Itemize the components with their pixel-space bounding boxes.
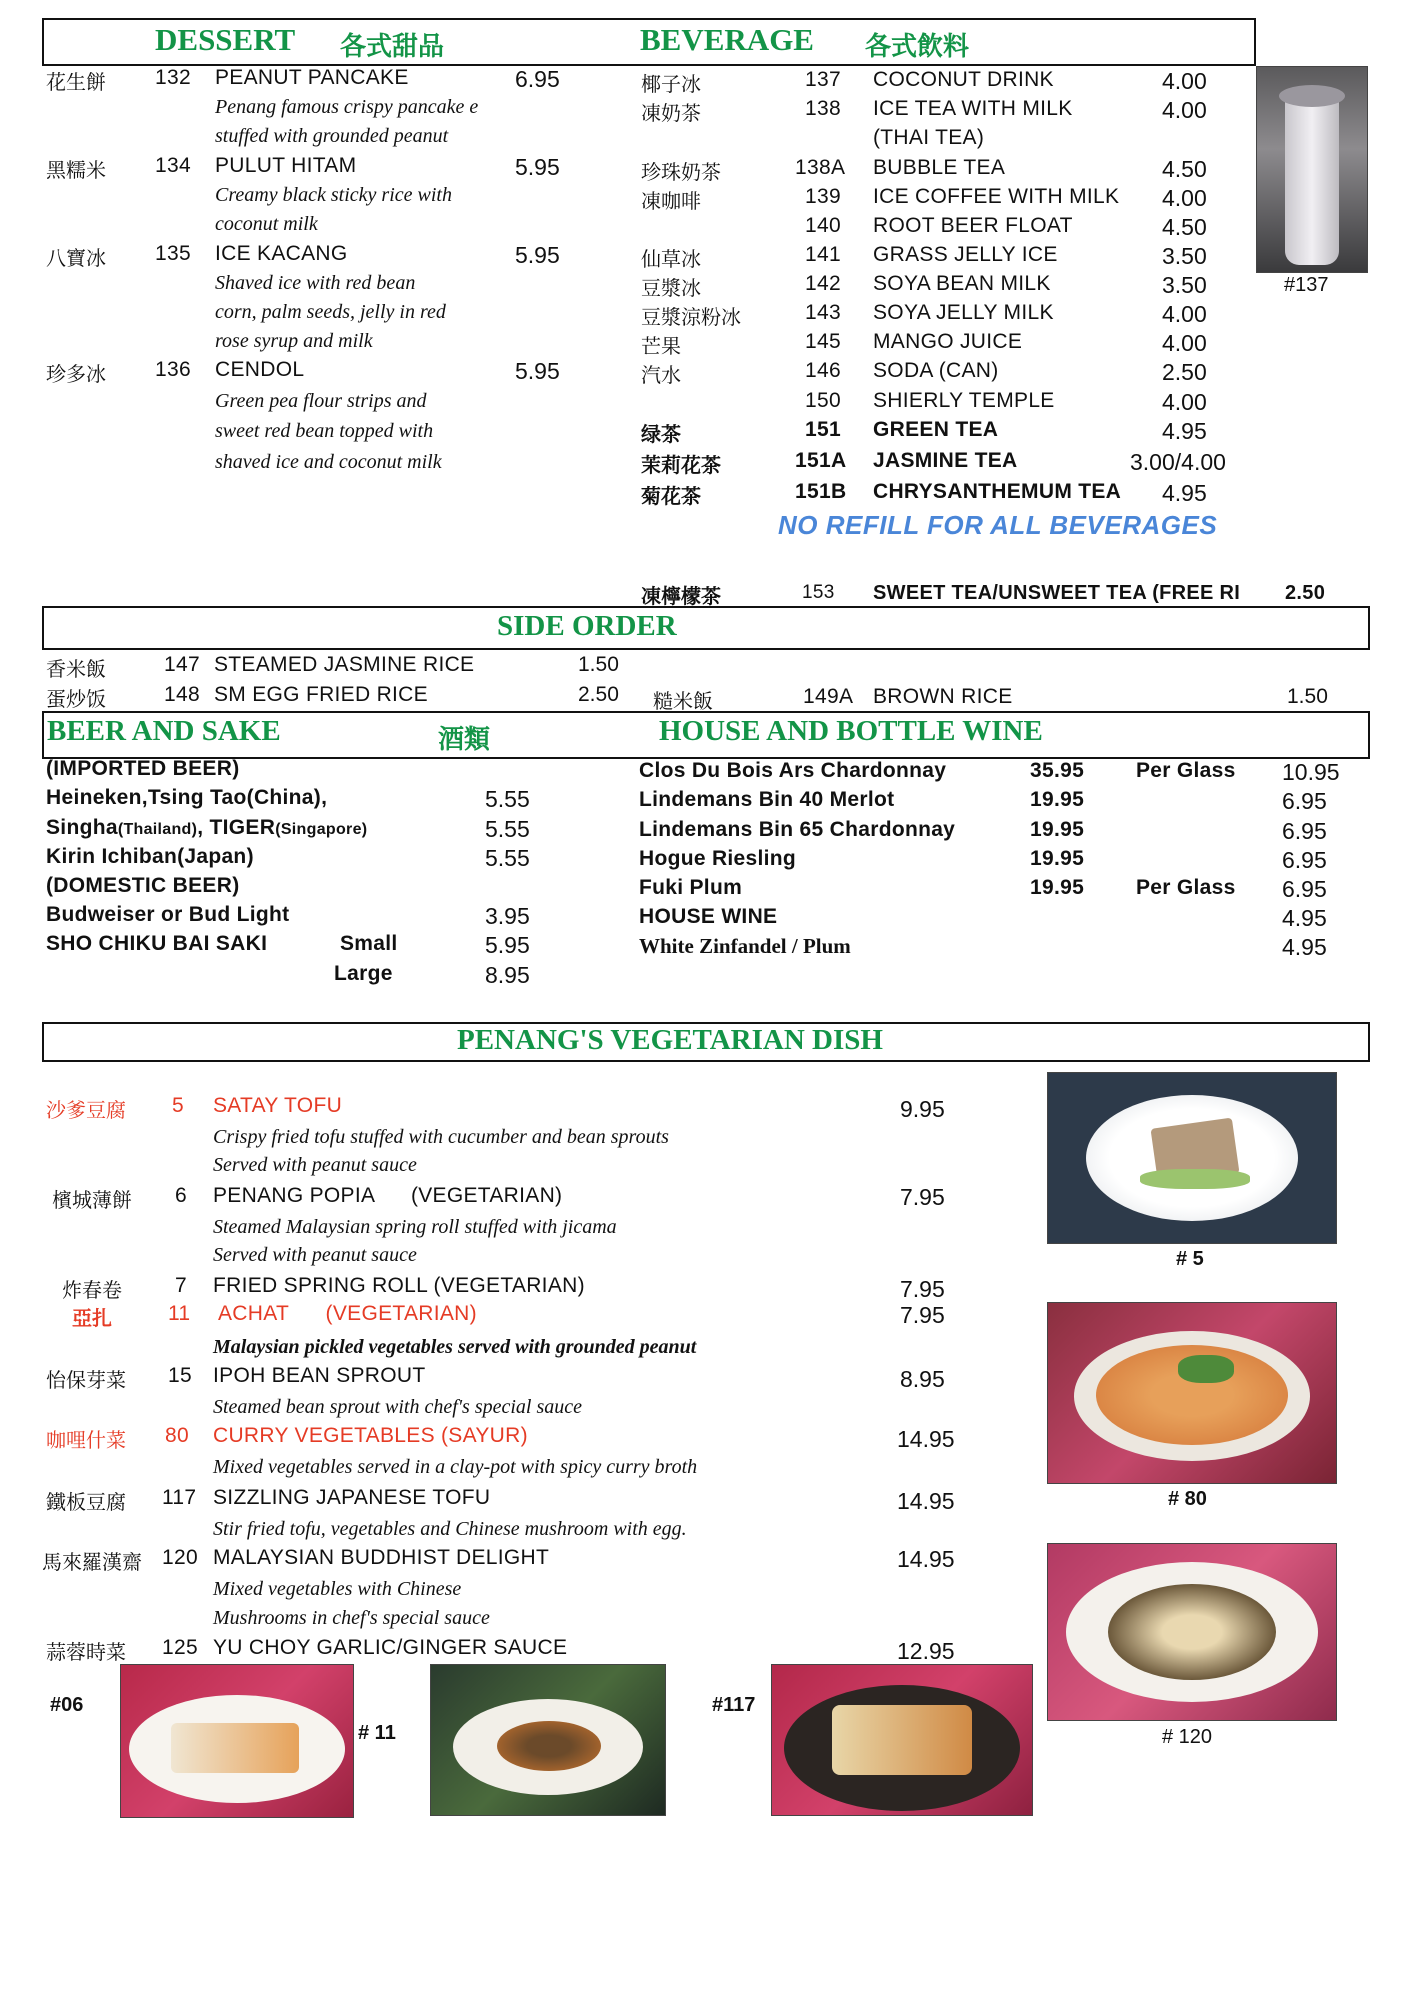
beverage-item-price: 4.00 [1162,301,1207,327]
beverage-item-price: 4.00 [1162,97,1207,123]
beverage-item-name: COCONUT DRINK [873,68,1054,91]
beverage-item-name: GREEN TEA [873,418,999,441]
singapore-text: (Singapore) [275,821,368,838]
veg-item-desc: Served with peanut sauce [213,1154,417,1176]
dessert-item-cn: 黑糯米 [46,158,106,182]
veg-item-name: PENANG POPIA (VEGETARIAN) [213,1184,563,1207]
veg-item-desc: Mushrooms in chef's special sauce [213,1607,490,1629]
veg-item-cn: 咖哩什菜 [46,1428,126,1452]
beverage-item-price: 4.95 [1162,418,1207,444]
side-order-item-name: STEAMED JASMINE RICE [214,653,475,676]
coconut-drink-photo-caption: #137 [1284,274,1329,296]
veg-item-name: FRIED SPRING ROLL (VEGETARIAN) [213,1274,585,1297]
beverage-item-cn: 仙草冰 [641,247,701,271]
wine-item-glass-price: 6.95 [1282,847,1327,873]
beverage-item-price: 2.50 [1162,359,1207,385]
sake-small-price: 5.95 [485,932,530,958]
dessert-item-no: 136 [155,358,191,381]
veg-item-cn: 亞扎 [72,1306,112,1330]
veg-item-desc: Stir fried tofu, vegetables and Chinese mushroom with egg. [213,1518,687,1540]
beverage-item-no: 151A [795,449,847,472]
beverage-item-no: 151B [795,480,847,503]
veg-item-no: 125 [162,1636,198,1659]
beverage-item-no: 146 [805,359,841,382]
veg-item-cn: 檳城薄餅 [52,1188,132,1212]
tofu-shape [832,1705,972,1775]
beverage-item-name: SODA (CAN) [873,359,999,382]
veg-item-cn: 馬來羅漢齋 [42,1550,142,1574]
wine-item-glass-price: 10.95 [1282,759,1340,785]
beverage-item-sub: (THAI TEA) [873,126,985,149]
beer-item-name: Heineken,Tsing Tao(China), [46,786,328,809]
veg-item-name: SIZZLING JAPANESE TOFU [213,1486,491,1509]
beer-item-price: 5.55 [485,816,530,842]
dessert-item-price: 5.95 [515,242,560,268]
wine-item-name: Hogue Riesling [639,847,797,870]
beverage-item-name: JASMINE TEA [873,449,1018,472]
veg-item-no: 5 [172,1094,184,1117]
beverage-item-cn: 豆漿涼粉冰 [641,305,741,329]
popia-photo-caption: #06 [50,1694,84,1716]
beverage-item-no: 138 [805,97,841,120]
beverage-item-no: 140 [805,214,841,237]
veg-item-price: 7.95 [900,1302,945,1328]
dessert-item-cn: 八寶冰 [46,246,106,270]
dessert-item-cn: 珍多冰 [46,362,106,386]
wine-item-glass-price: 4.95 [1282,934,1327,960]
beer-item-price: 5.55 [485,845,530,871]
vegetarian-title: PENANG'S VEGETARIAN DISH [457,1024,883,1056]
beverage-item-cn: 菊花茶 [641,484,701,508]
beverage-item-no: 137 [805,68,841,91]
veg-item-cn: 沙爹豆腐 [46,1098,126,1122]
veg-item-desc: Steamed Malaysian spring roll stuffed with jicama [213,1216,617,1238]
curry-vegetables-photo [1047,1302,1337,1484]
dessert-item-price: 5.95 [515,154,560,180]
dessert-item-no: 134 [155,154,191,177]
beverage-item-no: 153 [802,582,835,603]
wine-item-glass-price: 6.95 [1282,876,1327,902]
dessert-item-no: 132 [155,66,191,89]
veg-item-no: 15 [168,1364,192,1387]
beverage-item-cn: 汽水 [641,363,681,387]
beverage-item-no: 143 [805,301,841,324]
veg-item-name: MALAYSIAN BUDDHIST DELIGHT [213,1546,550,1569]
beverage-item-price: 4.00 [1162,68,1207,94]
beer-title-cn: 酒類 [438,725,491,755]
curry-vegetables-photo-caption: # 80 [1168,1488,1207,1510]
beverage-item-name: SOYA JELLY MILK [873,301,1054,324]
beer-item-name: Kirin Ichiban(Japan) [46,845,254,868]
veg-item-price: 9.95 [900,1096,945,1122]
beverage-item-name: SWEET TEA/UNSWEET TEA (FREE RI [873,582,1241,604]
veg-item-name: CURRY VEGETABLES (SAYUR) [213,1424,528,1447]
wine-item-glass-label: Per Glass [1136,759,1236,782]
veg-item-price: 7.95 [900,1184,945,1210]
dessert-item-desc: Creamy black sticky rice with [215,184,452,206]
food-shape [1108,1584,1276,1680]
veg-item-no: 80 [165,1424,189,1447]
wine-item-name: Fuki Plum [639,876,743,899]
beer-item-name: Budweiser or Bud Light [46,903,290,926]
veg-item-price: 8.95 [900,1366,945,1392]
veg-item-price: 14.95 [897,1546,955,1572]
beverage-item-cn: 珍珠奶茶 [641,160,721,184]
side-order-title: SIDE ORDER [497,610,677,642]
wine-item-name: Clos Du Bois Ars Chardonnay [639,759,947,782]
wine-item-bottle-price: 19.95 [1030,788,1085,811]
veg-item-desc: Mixed vegetables served in a clay-pot with spicy curry broth [213,1456,698,1478]
beverage-item-cn: 凍檸檬茶 [641,584,721,608]
veg-item-no: 11 [168,1302,191,1325]
wine-item-bottle-price: 35.95 [1030,759,1085,782]
beverage-item-name: ICE TEA WITH MILK [873,97,1073,120]
beverage-item-no: 139 [805,185,841,208]
wine-item-bottle-price: 19.95 [1030,876,1085,899]
wine-item-glass-price: 6.95 [1282,788,1327,814]
beverage-item-name: ROOT BEER FLOAT [873,214,1073,237]
beverage-item-price: 3.00/4.00 [1130,449,1226,475]
dessert-item-name: PEANUT PANCAKE [215,66,409,89]
garnish-shape [1140,1169,1250,1189]
dessert-item-desc: rose syrup and milk [215,330,373,352]
achat-shape [497,1721,601,1771]
glass-shape [1285,95,1339,265]
veg-item-no: 117 [162,1486,197,1509]
beverage-item-cn: 芒果 [641,334,681,358]
coconut-drink-photo [1256,66,1368,273]
veg-item-price: 14.95 [897,1488,955,1514]
beverage-item-no: 150 [805,389,841,412]
beverage-title: BEVERAGE [640,22,814,57]
veg-item-name: SATAY TOFU [213,1094,343,1117]
veg-item-no: 7 [175,1274,187,1297]
beverage-item-name: MANGO JUICE [873,330,1023,353]
dessert-item-no: 135 [155,242,191,265]
beverage-item-no: 151 [805,418,841,441]
beverage-item-no: 138A [795,156,846,179]
dessert-item-desc: sweet red bean topped with [215,420,434,442]
sake-large-label: Large [334,962,393,985]
beverage-item-name: SHIERLY TEMPLE [873,389,1055,412]
veg-item-cn: 怡保芽菜 [46,1368,126,1392]
wine-item-bottle-price: 19.95 [1030,847,1085,870]
dessert-item-name: PULUT HITAM [215,154,357,177]
beer-title: BEER AND SAKE [47,715,281,747]
beverage-item-name: CHRYSANTHEMUM TEA [873,480,1122,503]
dessert-item-desc: Green pea flour strips and [215,390,427,412]
dessert-title: DESSERT [155,22,296,57]
domestic-beer-label: (DOMESTIC BEER) [46,874,240,897]
sizzling-tofu-photo [771,1664,1033,1816]
veg-item-cn: 鐵板豆腐 [46,1490,126,1514]
beverage-title-cn: 各式飲料 [865,32,970,62]
singha-text: Singha [46,816,118,839]
beverage-item-name: ICE COFFEE WITH MILK [873,185,1120,208]
penang-popia-photo [120,1664,354,1818]
glass-top [1279,85,1345,107]
wine-item-glass-price: 6.95 [1282,818,1327,844]
beverage-item-cn: 绿茶 [641,422,681,446]
achat-photo-caption: # 11 [358,1722,396,1744]
sake-name: SHO CHIKU BAI SAKI [46,932,268,955]
beverage-item-no: 142 [805,272,841,295]
veg-item-no: 6 [175,1184,187,1207]
veg-item-desc: Crispy fried tofu stuffed with cucumber and bean sprouts [213,1126,669,1148]
veg-item-name: IPOH BEAN SPROUT [213,1364,426,1387]
side-order-item-price: 1.50 [1287,685,1328,708]
side-order-item-name: SM EGG FRIED RICE [214,683,428,706]
wine-item-glass-price: 4.95 [1282,905,1327,931]
veg-item-cn: 蒜蓉時菜 [46,1640,126,1664]
wine-item-name: Lindemans Bin 65 Chardonnay [639,818,956,841]
veg-item-cn: 炸春卷 [62,1278,122,1302]
vegetable-shape [1178,1355,1234,1383]
beverage-item-name: GRASS JELLY ICE [873,243,1058,266]
sizzling-tofu-photo-caption: #117 [712,1694,756,1716]
beverage-item-name: SOYA BEAN MILK [873,272,1051,295]
popia-shape [171,1723,299,1773]
side-order-item-name: BROWN RICE [873,685,1013,708]
veg-item-price: 7.95 [900,1276,945,1302]
wine-item-name: White Zinfandel / Plum [639,934,851,958]
dessert-item-name: ICE KACANG [215,242,348,265]
veg-item-desc: Mixed vegetables with Chinese [213,1578,462,1600]
no-refill-note: NO REFILL FOR ALL BEVERAGES [778,510,1218,540]
wine-item-name: Lindemans Bin 40 Merlot [639,788,895,811]
dessert-item-price: 5.95 [515,358,560,384]
imported-beer-label: (IMPORTED BEER) [46,757,240,780]
beer-item-price: 5.55 [485,786,530,812]
tiger-text: , TIGER [197,816,276,839]
satay-tofu-photo-caption: # 5 [1176,1248,1204,1270]
veg-item-price: 12.95 [897,1638,955,1664]
buddhist-delight-photo [1047,1543,1337,1721]
veg-item-desc: Steamed bean sprout with chef's special sauce [213,1396,583,1418]
beverage-item-price: 4.00 [1162,389,1207,415]
side-order-header-box [42,606,1370,650]
beverage-item-price: 4.00 [1162,185,1207,211]
beverage-item-cn: 凍咖啡 [641,189,701,213]
dessert-item-desc: coconut milk [215,213,318,235]
dessert-item-desc: Penang famous crispy pancake e [215,96,479,118]
beverage-item-cn: 椰子冰 [641,72,701,96]
thailand-text: (Thailand) [117,821,198,838]
side-order-item-cn: 糙米飯 [653,689,713,713]
side-order-item-cn: 香米飯 [46,657,106,681]
beverage-item-name: BUBBLE TEA [873,156,1006,179]
satay-tofu-photo [1047,1072,1337,1244]
beverage-item-cn: 茉莉花茶 [641,453,721,477]
dessert-item-price: 6.95 [515,66,560,92]
beverage-item-cn: 豆漿冰 [641,276,701,300]
beverage-item-price: 3.50 [1162,243,1207,269]
dessert-item-desc: shaved ice and coconut milk [215,451,442,473]
beverage-item-price: 4.50 [1162,156,1207,182]
buddhist-delight-photo-caption: # 120 [1162,1726,1213,1748]
beverage-item-price: 2.50 [1285,582,1326,604]
dessert-item-name: CENDOL [215,358,305,381]
sake-small-label: Small [340,932,398,955]
veg-item-price: 14.95 [897,1426,955,1452]
dessert-title-cn: 各式甜品 [340,32,445,62]
beverage-item-price: 4.00 [1162,330,1207,356]
sake-large-price: 8.95 [485,962,530,988]
sweet-tea-name-clip [873,580,1255,608]
beverage-item-price: 3.50 [1162,272,1207,298]
beverage-item-price: 4.50 [1162,214,1207,240]
dessert-item-cn: 花生餅 [46,70,106,94]
veg-item-desc: Served with peanut sauce [213,1244,417,1266]
side-order-item-no: 148 [164,683,200,706]
wine-item-glass-label: Per Glass [1136,876,1236,899]
side-order-item-no: 149A [803,685,854,708]
dessert-item-desc: stuffed with grounded peanut [215,125,449,147]
beer-item-name-singha [46,816,367,840]
wine-title: HOUSE AND BOTTLE WINE [659,715,1043,747]
veg-item-no: 120 [162,1546,198,1569]
beer-item-price: 3.95 [485,903,530,929]
beverage-item-price: 4.95 [1162,480,1207,506]
beverage-item-cn: 凍奶茶 [641,101,701,125]
veg-item-desc: Malaysian pickled vegetables served with grounded peanut [213,1336,697,1358]
wine-item-bottle-price: 19.95 [1030,818,1085,841]
beverage-item-no: 145 [805,330,841,353]
achat-photo [430,1664,666,1816]
side-order-item-cn: 蛋炒饭 [46,687,106,711]
beverage-item-no: 141 [805,243,841,266]
wine-item-name: HOUSE WINE [639,905,778,928]
side-order-item-price: 1.50 [578,653,619,676]
side-order-item-no: 147 [164,653,200,676]
dessert-item-desc: corn, palm seeds, jelly in red [215,301,446,323]
dessert-item-desc: Shaved ice with red bean [215,272,416,294]
side-order-item-price: 2.50 [578,683,619,706]
veg-item-name: ACHAT (VEGETARIAN) [218,1302,477,1325]
veg-item-name: YU CHOY GARLIC/GINGER SAUCE [213,1636,568,1659]
